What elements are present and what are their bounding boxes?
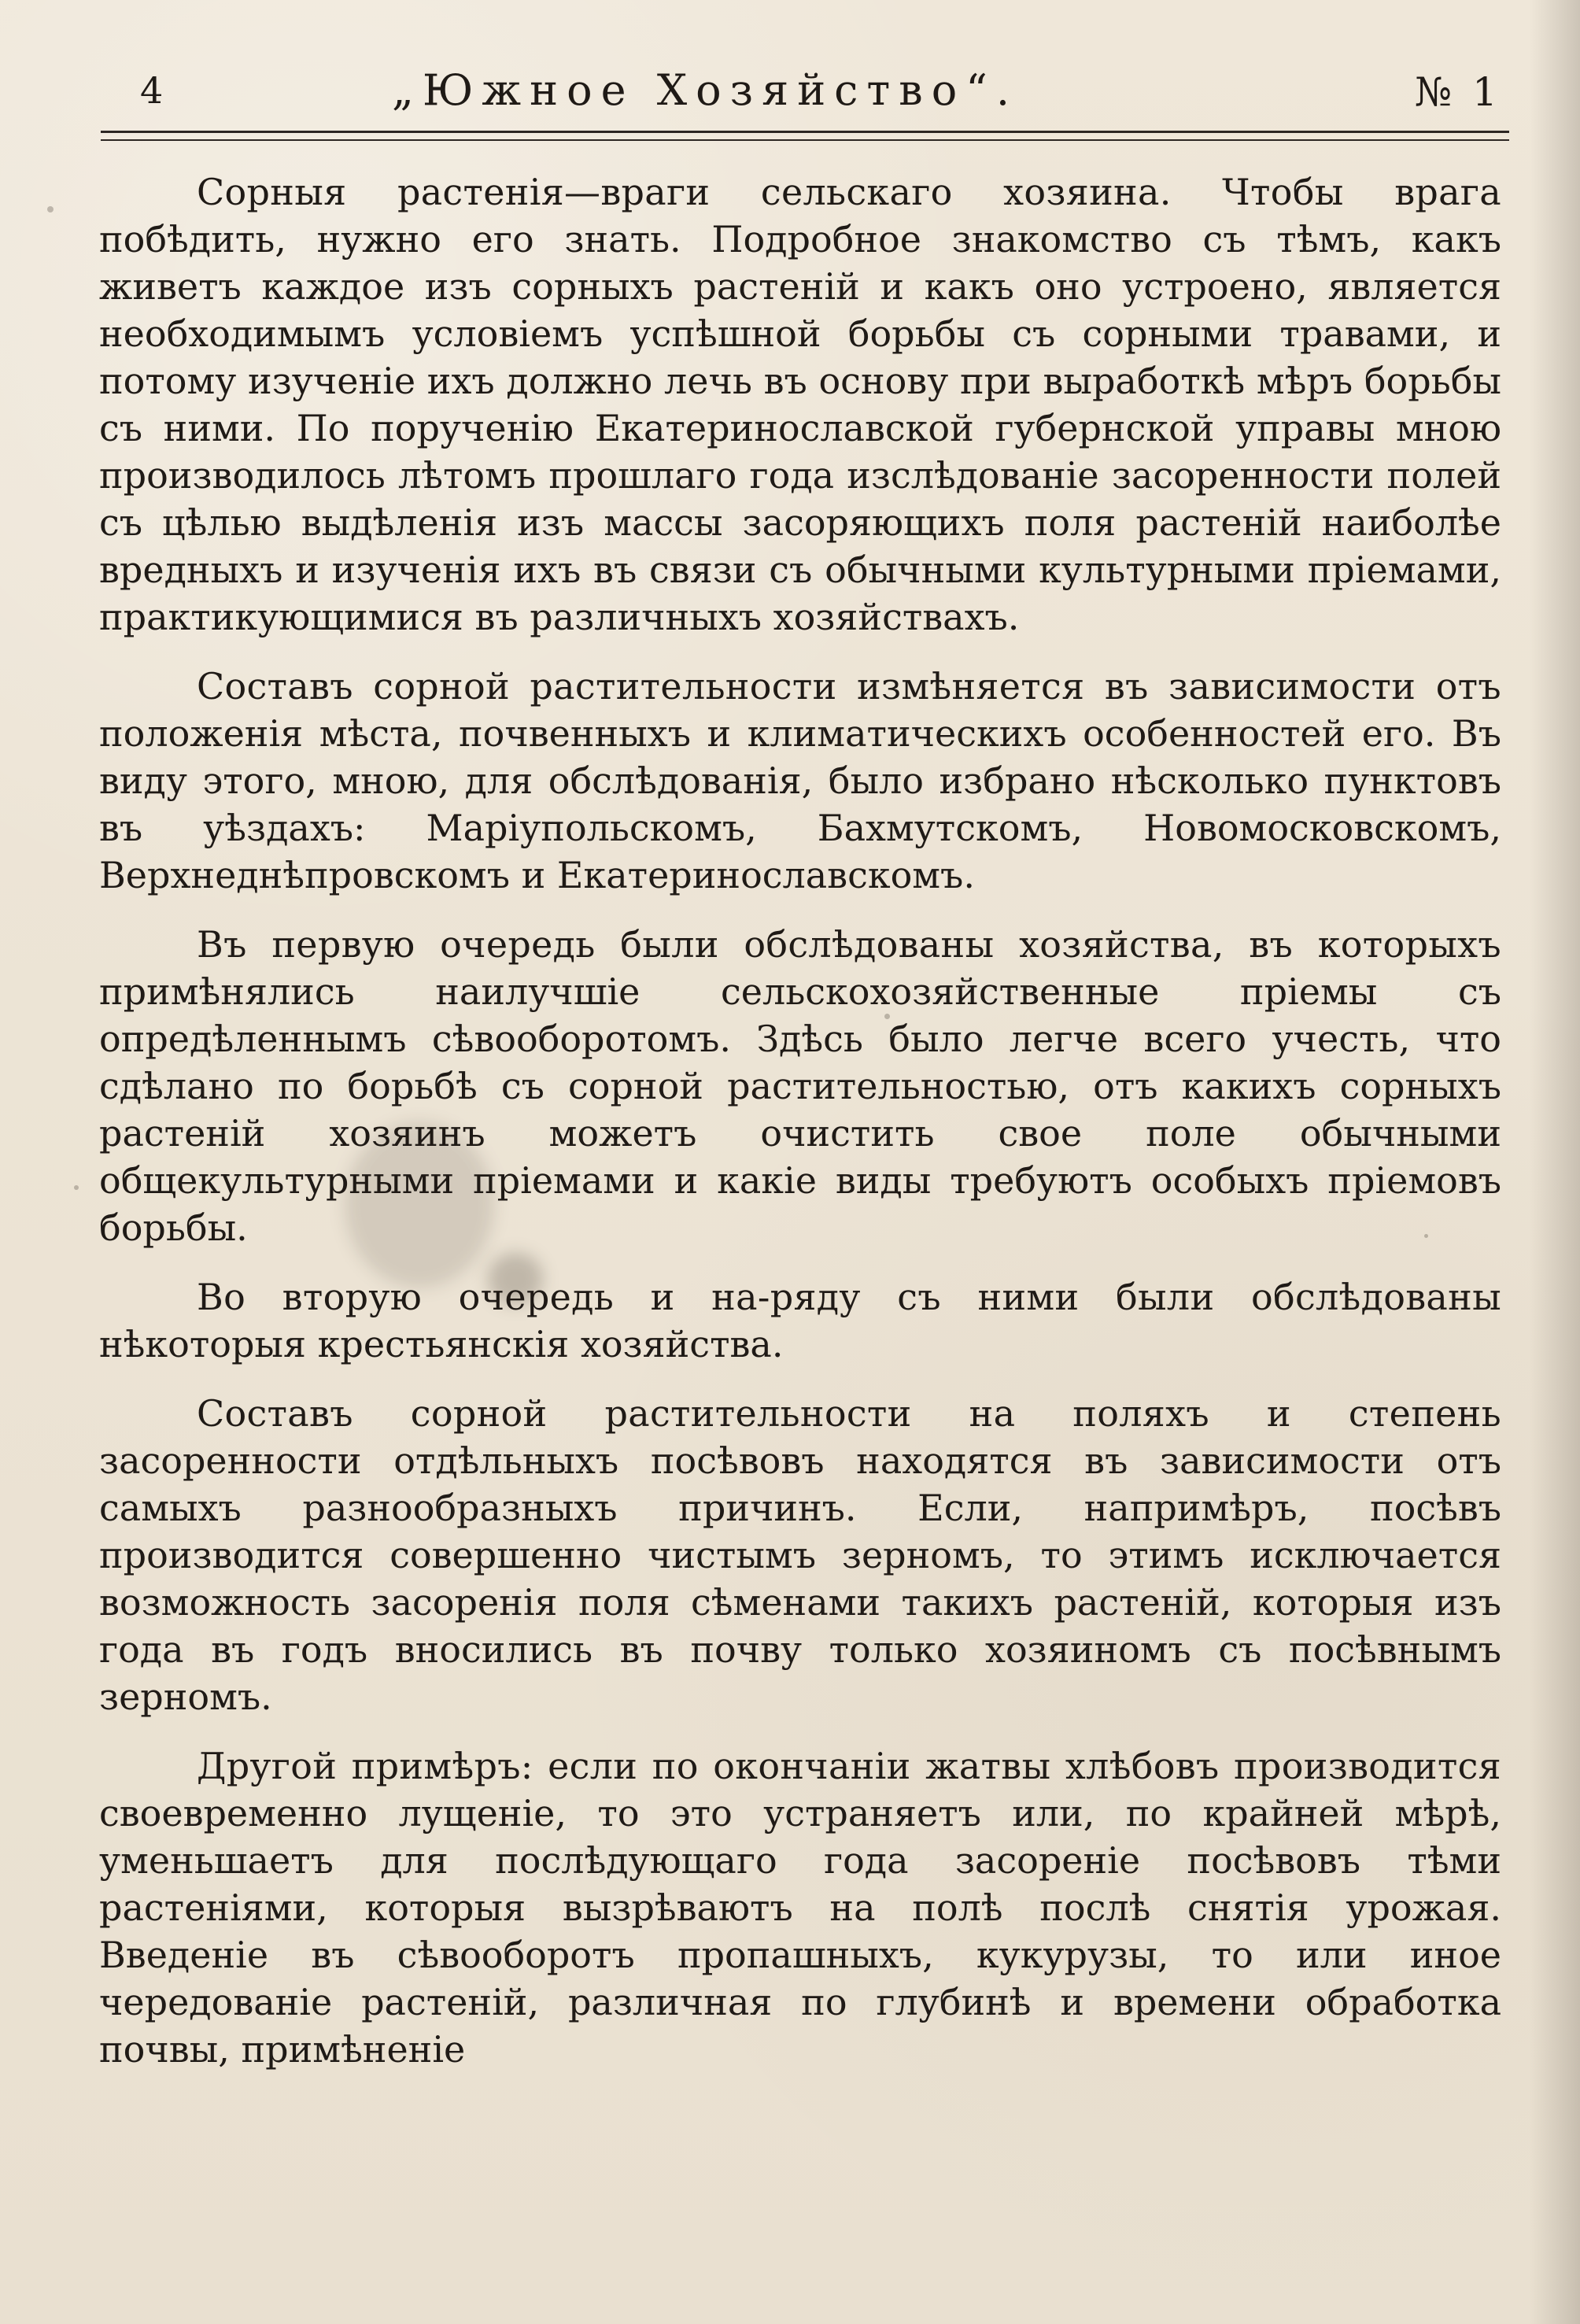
paragraph-4: Во вторую очередь и на-ряду съ ними были обслѣдованы нѣкоторыя крестьянскія хозяйства. (99, 1276, 1501, 1365)
issue-number: № 1 (1414, 69, 1501, 115)
paper-speck (47, 206, 54, 212)
page-edge-shadow (1530, 0, 1580, 2324)
paper-speck (74, 1185, 79, 1190)
article-body (99, 168, 1501, 2285)
header-rule-bottom (101, 139, 1509, 141)
paragraph-6: Другой примѣръ: если по окончаніи жатвы хлѣбовъ производится своевременно лущеніе, то это устраняетъ или, по крайней мѣрѣ, уменьшаетъ для послѣдующаго года засореніе посѣвовъ тѣми растеніями, которыя вызрѣваютъ на полѣ послѣ снятія урожая. Введеніе въ сѣвооборотъ пропашныхъ, кукурузы, то или иное чередованіе растеній, различная по глубинѣ и времени обработка почвы, примѣненіе (99, 1745, 1501, 2071)
paragraph-5: Составъ сорной растительности на поляхъ и степень засоренности отдѣльныхъ посѣвовъ находятся въ зависимости отъ самыхъ разнообразныхъ причинъ. Если, напримѣръ, посѣвъ производится совершенно чистымъ зерномъ, то этимъ исключается возможность засоренія поля сѣменами такихъ растеній, которыя изъ года въ годъ вносились въ почву только хозяиномъ съ посѣвнымъ зерномъ. (99, 1392, 1501, 1718)
paragraph-3: Въ первую очередь были обслѣдованы хозяйства, въ которыхъ примѣнялись наилучшіе сельскохозяйственные пріемы съ опредѣленнымъ сѣвооборотомъ. Здѣсь было легче всего учесть, что сдѣлано по борьбѣ съ сорной растительностью, отъ какихъ сорныхъ растеній хозяинъ можетъ очистить свое поле обычными общекультурными пріемами и какіе виды требуютъ особыхъ пріемовъ борьбы. (99, 923, 1501, 1249)
header-rule-top (101, 131, 1509, 133)
page-number: 4 (140, 69, 164, 112)
paragraph-2: Составъ сорной растительности измѣняется въ зависимости отъ положенія мѣста, почвенныхъ и климатическихъ особенностей его. Въ виду этого, мною, для обслѣдованія, было избрано нѣсколько пунктовъ въ уѣздахъ: Маріупольскомъ, Бахмутскомъ, Новомосковскомъ, Верхнеднѣпровскомъ и Екатеринославскомъ. (99, 665, 1501, 896)
journal-title: „Южное Хозяйство“. (392, 65, 1018, 115)
paragraph-1: Сорныя растенія—враги сельскаго хозяина. Чтобы врага побѣдить, нужно его знать. Подробное знакомство съ тѣмъ, какъ живетъ каждое изъ сорныхъ растеній и какъ оно устроено, является необходимымъ условіемъ успѣшной борьбы съ сорными травами, и потому изученіе ихъ должно лечь въ основу при выработкѣ мѣръ борьбы съ ними. По порученію Екатеринославской губернской управы мною производилось лѣтомъ прошлаго года изслѣдованіе засоренности полей съ цѣлью выдѣленія изъ массы засоряющихъ поля растеній наиболѣе вредныхъ и изученія ихъ въ связи съ обычными культурными пріемами, практикующимися въ различныхъ хозяйствахъ. (99, 171, 1501, 638)
page-header (140, 65, 1501, 129)
